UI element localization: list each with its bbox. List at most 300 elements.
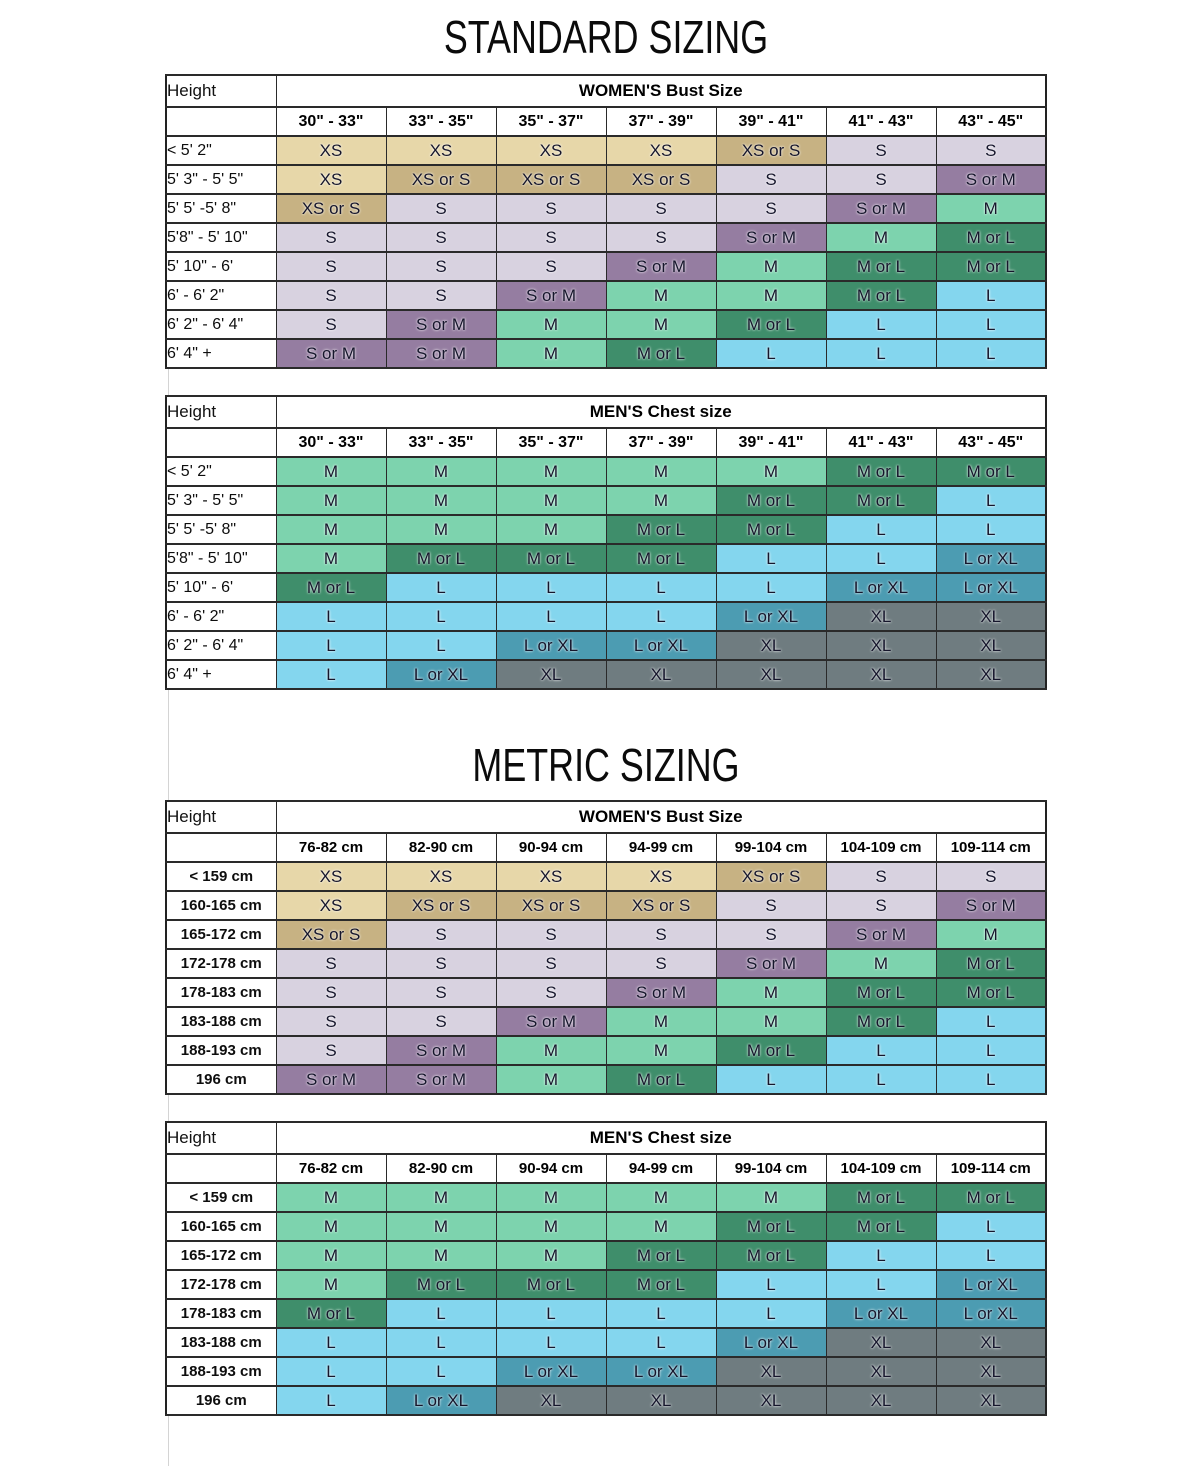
size-cell: M [716,457,826,486]
size-cell: L [936,339,1046,368]
size-cell: L [936,515,1046,544]
size-cell: M [606,310,716,339]
column-header: 76-82 cm [276,1154,386,1183]
height-corner-label: Height [166,1122,276,1154]
size-cell: L [496,573,606,602]
size-cell: XL [936,602,1046,631]
column-header-row [166,107,1046,136]
row-height-label: 6' 4" + [166,339,276,368]
blank-corner-cell [166,833,276,862]
size-cell: XL [496,660,606,689]
table-row [166,631,1046,660]
men-standard-sizing-table [165,395,1047,690]
size-cell: M [716,281,826,310]
table-row [166,862,1046,891]
size-cell: S [386,920,496,949]
size-cell: XS or S [606,165,716,194]
size-cell: S [496,978,606,1007]
size-cell: S [826,862,936,891]
size-cell: M [276,1241,386,1270]
size-cell: L [276,1357,386,1386]
size-cell: L [826,1241,936,1270]
size-cell: M or L [826,978,936,1007]
size-cell: L [826,1065,936,1094]
table-body [166,457,1046,689]
size-cell: S [386,949,496,978]
group-header-mens-chest-size: MEN'S Chest size [276,396,1046,428]
size-cell: S [606,920,716,949]
size-cell: M [276,1183,386,1212]
table-row [166,978,1046,1007]
size-cell: XS [386,862,496,891]
size-cell: M [276,544,386,573]
group-header-row [166,75,1046,107]
size-cell: XL [936,1357,1046,1386]
row-height-label: < 5' 2" [166,136,276,165]
table-row [166,223,1046,252]
size-cell: M or L [606,515,716,544]
size-cell: S [826,136,936,165]
column-header: 33" - 35" [386,428,496,457]
table-row [166,1183,1046,1212]
table-row [166,194,1046,223]
size-cell: L [936,281,1046,310]
size-cell: S or M [716,223,826,252]
size-cell: M [606,1212,716,1241]
size-cell: XS [276,891,386,920]
table-row [166,602,1046,631]
size-cell: M [496,339,606,368]
size-cell: S or M [496,281,606,310]
size-cell: M or L [276,573,386,602]
size-cell: XS [276,136,386,165]
table-row [166,1036,1046,1065]
size-cell: M [386,457,496,486]
size-cell: L [716,1270,826,1299]
row-height-label: 178-183 cm [166,978,276,1007]
row-height-label: 5'8" - 5' 10" [166,223,276,252]
height-corner-label: Height [166,396,276,428]
size-cell: L [716,339,826,368]
size-cell: M [826,949,936,978]
size-cell: S [716,194,826,223]
size-cell: L [936,1212,1046,1241]
column-header: 99-104 cm [716,833,826,862]
size-cell: S [386,252,496,281]
size-cell: S [716,891,826,920]
size-cell: S or M [386,1065,496,1094]
size-cell: S or M [716,949,826,978]
table-row [166,486,1046,515]
size-cell: L [276,602,386,631]
size-cell: S [826,165,936,194]
size-cell: XS or S [276,194,386,223]
size-cell: S [496,949,606,978]
page-title-metric-sizing: METRIC SIZING [472,739,740,791]
column-header: 104-109 cm [826,1154,936,1183]
table-row [166,457,1046,486]
table-row [166,281,1046,310]
size-cell: L [496,1328,606,1357]
size-cell: XS or S [496,165,606,194]
size-cell: M [606,281,716,310]
size-cell: L [606,602,716,631]
row-height-label: 165-172 cm [166,1241,276,1270]
column-header: 109-114 cm [936,833,1046,862]
size-cell: M or L [936,252,1046,281]
column-header: 37" - 39" [606,428,716,457]
row-height-label: 6' - 6' 2" [166,602,276,631]
row-height-label: 5' 3" - 5' 5" [166,486,276,515]
column-header: 94-99 cm [606,833,716,862]
size-cell: M or L [826,1212,936,1241]
size-cell: L [826,1270,936,1299]
size-cell: XL [716,1386,826,1415]
size-cell: M [716,252,826,281]
size-cell: M [606,457,716,486]
size-cell: L [716,573,826,602]
table-row [166,660,1046,689]
size-cell: L [386,573,496,602]
column-header: 82-90 cm [386,1154,496,1183]
column-header: 35" - 37" [496,107,606,136]
size-cell: L [936,486,1046,515]
size-cell: L [276,660,386,689]
row-height-label: 160-165 cm [166,1212,276,1241]
size-cell: S [276,978,386,1007]
size-cell: M [606,1007,716,1036]
size-cell: M or L [716,1036,826,1065]
size-cell: M or L [936,978,1046,1007]
table-row [166,1241,1046,1270]
height-corner-label: Height [166,75,276,107]
size-cell: M [386,515,496,544]
size-cell: S or M [826,920,936,949]
size-cell: S [276,1036,386,1065]
size-cell: L [826,310,936,339]
size-cell: L or XL [826,1299,936,1328]
size-cell: M or L [826,457,936,486]
size-cell: L [386,631,496,660]
size-cell: XS or S [386,165,496,194]
size-cell: L [386,1357,496,1386]
size-cell: S or M [936,891,1046,920]
size-cell: S or M [386,1036,496,1065]
row-height-label: 165-172 cm [166,920,276,949]
row-height-label: 196 cm [166,1386,276,1415]
size-cell: L [716,1299,826,1328]
size-cell: XL [826,1386,936,1415]
row-height-label: 188-193 cm [166,1357,276,1386]
size-cell: XS [276,165,386,194]
size-cell: L [606,573,716,602]
size-cell: S [386,281,496,310]
size-cell: L or XL [496,631,606,660]
size-cell: M or L [936,949,1046,978]
size-cell: S [276,281,386,310]
table-body [166,136,1046,368]
column-header: 35" - 37" [496,428,606,457]
size-cell: XS [606,862,716,891]
size-cell: S [606,949,716,978]
size-cell: L [826,515,936,544]
size-cell: M [496,1036,606,1065]
size-cell: M or L [386,1270,496,1299]
table-row [166,1007,1046,1036]
row-height-label: 183-188 cm [166,1007,276,1036]
size-cell: XS [386,136,496,165]
table-header [166,801,1046,862]
size-cell: M [936,194,1046,223]
size-cell: S or M [386,310,496,339]
size-cell: XL [826,1328,936,1357]
blank-corner-cell [166,428,276,457]
size-cell: L [606,1299,716,1328]
women-metric-sizing-table [165,800,1047,1095]
column-header: 94-99 cm [606,1154,716,1183]
blank-corner-cell [166,107,276,136]
size-cell: M [936,920,1046,949]
size-cell: XS [276,862,386,891]
size-cell: S [496,194,606,223]
size-cell: S or M [386,339,496,368]
column-header: 82-90 cm [386,833,496,862]
size-cell: L or XL [606,631,716,660]
size-cell: XL [936,1386,1046,1415]
size-cell: L [276,1386,386,1415]
row-height-label: < 159 cm [166,862,276,891]
size-cell: L [386,1328,496,1357]
row-height-label: 5' 5' -5' 8" [166,515,276,544]
table-row [166,891,1046,920]
size-cell: XL [716,631,826,660]
size-cell: M [606,1183,716,1212]
row-height-label: 6' 2" - 6' 4" [166,631,276,660]
size-cell: M or L [826,252,936,281]
size-cell: L [716,544,826,573]
size-cell: L [936,1065,1046,1094]
height-corner-label: Height [166,801,276,833]
column-header: 90-94 cm [496,1154,606,1183]
table-row [166,136,1046,165]
size-cell: S [716,920,826,949]
column-header: 39" - 41" [716,428,826,457]
women-standard-sizing-table [165,74,1047,369]
size-cell: M [716,978,826,1007]
size-cell: S or M [826,194,936,223]
row-height-label: 172-178 cm [166,1270,276,1299]
table-row [166,252,1046,281]
size-cell: M or L [606,339,716,368]
table-row [166,1328,1046,1357]
row-height-label: 6' 2" - 6' 4" [166,310,276,339]
size-cell: M or L [826,1183,936,1212]
size-cell: XL [936,1328,1046,1357]
size-cell: S [496,920,606,949]
size-cell: M [716,1183,826,1212]
row-height-label: 5' 10" - 6' [166,252,276,281]
row-height-label: 6' 4" + [166,660,276,689]
size-cell: XS or S [606,891,716,920]
size-cell: S or M [276,1065,386,1094]
column-header: 104-109 cm [826,833,936,862]
size-cell: M [276,515,386,544]
table-header [166,396,1046,457]
size-cell: S [936,136,1046,165]
column-header-row [166,1154,1046,1183]
size-cell: M [496,1183,606,1212]
size-cell: S [276,252,386,281]
size-cell: S or M [606,252,716,281]
size-cell: M or L [716,515,826,544]
size-cell: S [826,891,936,920]
size-cell: L [936,1036,1046,1065]
table-row [166,515,1046,544]
size-cell: M or L [716,1241,826,1270]
size-cell: M or L [606,1065,716,1094]
table-row [166,1270,1046,1299]
size-cell: L or XL [496,1357,606,1386]
size-cell: S [276,1007,386,1036]
size-cell: L [386,602,496,631]
size-cell: M [496,1241,606,1270]
size-cell: S [496,252,606,281]
size-cell: S or M [276,339,386,368]
size-cell: L or XL [716,1328,826,1357]
size-cell: XL [716,660,826,689]
row-height-label: 5' 5' -5' 8" [166,194,276,223]
size-cell: M or L [276,1299,386,1328]
size-cell: S [606,194,716,223]
size-cell: M or L [936,223,1046,252]
size-cell: M [386,1212,496,1241]
table-row [166,949,1046,978]
size-cell: XL [936,631,1046,660]
size-cell: L or XL [606,1357,716,1386]
size-cell: L or XL [826,573,936,602]
size-cell: M or L [496,544,606,573]
group-header-row [166,1122,1046,1154]
size-cell: M [386,1183,496,1212]
table-row [166,1386,1046,1415]
size-cell: XL [936,660,1046,689]
size-cell: M or L [606,1270,716,1299]
row-height-label: 160-165 cm [166,891,276,920]
row-height-label: < 5' 2" [166,457,276,486]
group-header-mens-chest-size: MEN'S Chest size [276,1122,1046,1154]
size-cell: L [826,339,936,368]
size-cell: M or L [496,1270,606,1299]
size-cell: M or L [826,1007,936,1036]
table-row [166,544,1046,573]
size-cell: L [936,1241,1046,1270]
size-cell: M [386,486,496,515]
column-header: 41" - 43" [826,107,936,136]
size-cell: S [496,223,606,252]
size-cell: S [276,223,386,252]
size-cell: M or L [386,544,496,573]
size-cell: XL [496,1386,606,1415]
size-cell: S [606,223,716,252]
size-cell: S [936,862,1046,891]
table-header [166,75,1046,136]
size-cell: M or L [936,457,1046,486]
size-cell: M [496,1065,606,1094]
size-cell: M or L [716,310,826,339]
table-body [166,1183,1046,1415]
size-cell: L [386,1299,496,1328]
blank-corner-cell [166,1154,276,1183]
size-cell: M [496,515,606,544]
size-cell: M [496,1212,606,1241]
size-cell: L [276,631,386,660]
column-header: 30" - 33" [276,107,386,136]
size-cell: XS [606,136,716,165]
row-height-label: 5' 10" - 6' [166,573,276,602]
size-cell: XS or S [716,862,826,891]
size-cell: L [496,1299,606,1328]
size-cell: S [276,949,386,978]
size-cell: M or L [936,1183,1046,1212]
size-cell: M [276,1212,386,1241]
table-row [166,165,1046,194]
table-row [166,1212,1046,1241]
size-cell: L [496,602,606,631]
table-body [166,862,1046,1094]
row-height-label: 6' - 6' 2" [166,281,276,310]
group-header-row [166,801,1046,833]
size-cell: S or M [606,978,716,1007]
column-header: 76-82 cm [276,833,386,862]
size-cell: L [936,1007,1046,1036]
size-cell: XL [716,1357,826,1386]
size-cell: L or XL [386,1386,496,1415]
size-cell: XS or S [386,891,496,920]
row-height-label: 188-193 cm [166,1036,276,1065]
size-cell: L [276,1328,386,1357]
men-metric-sizing-table [165,1121,1047,1416]
size-cell: S [386,978,496,1007]
size-cell: L [826,1036,936,1065]
column-header: 33" - 35" [386,107,496,136]
row-height-label: 178-183 cm [166,1299,276,1328]
size-cell: XL [826,631,936,660]
size-cell: XL [826,1357,936,1386]
size-cell: M or L [606,1241,716,1270]
size-cell: M [276,486,386,515]
size-cell: L or XL [386,660,496,689]
size-cell: S [386,194,496,223]
size-cell: S [386,1007,496,1036]
size-cell: XS or S [496,891,606,920]
table-row [166,1065,1046,1094]
size-cell: L [716,1065,826,1094]
size-cell: M or L [606,544,716,573]
size-cell: S or M [936,165,1046,194]
table-row [166,310,1046,339]
size-cell: M [276,457,386,486]
column-header: 30" - 33" [276,428,386,457]
column-header: 109-114 cm [936,1154,1046,1183]
row-height-label: 172-178 cm [166,949,276,978]
size-cell: XS or S [276,920,386,949]
size-cell: M [276,1270,386,1299]
group-header-womens-bust-size: WOMEN'S Bust Size [276,801,1046,833]
size-cell: M [496,310,606,339]
column-header: 43" - 45" [936,107,1046,136]
size-cell: M or L [826,281,936,310]
size-cell: M or L [826,486,936,515]
